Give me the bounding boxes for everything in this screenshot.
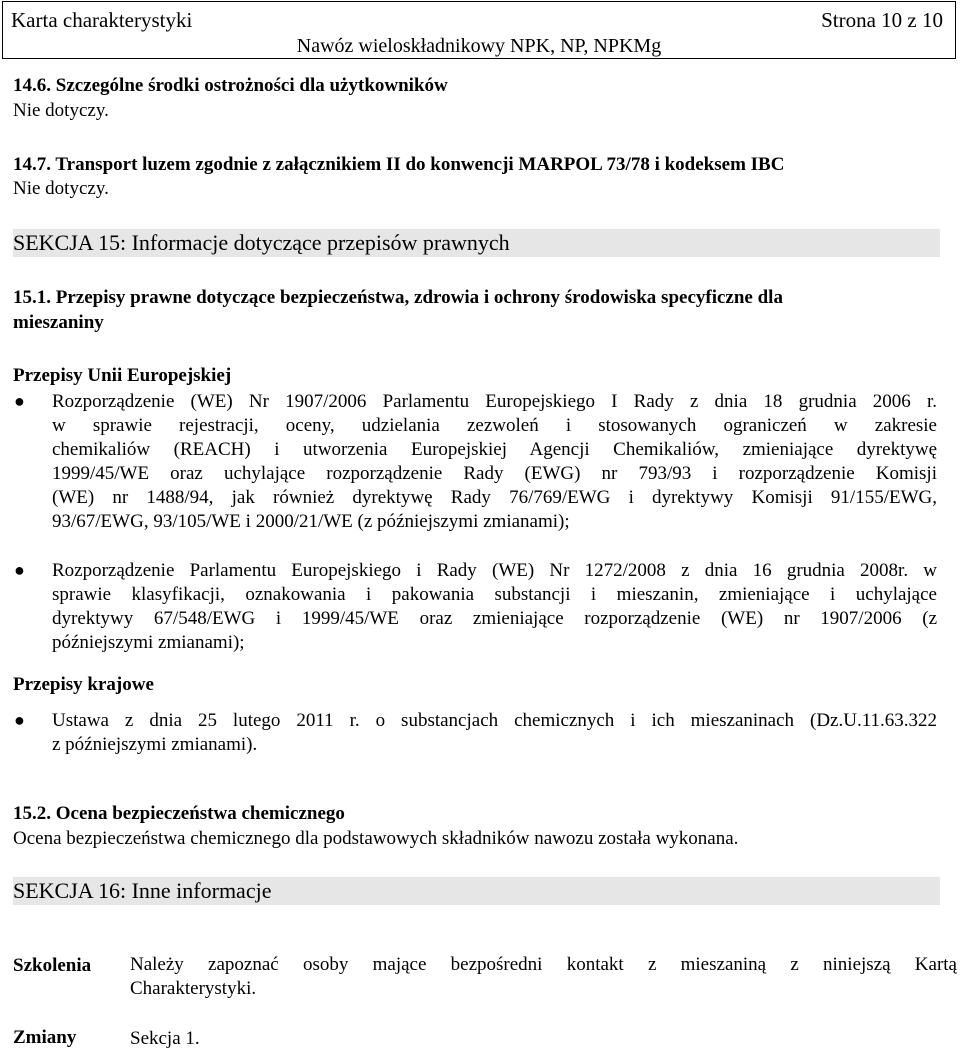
para-line: Rozporządzenie Parlamentu Europejskiego i Rady (WE) Nr 1272/2008 z dnia 16 grudnia 2008r. w	[52, 560, 937, 581]
para-line: w sprawie rejestracji, oceny, udzielania zezwoleń i stosowanych ograniczeń w zakresie	[52, 415, 937, 436]
para-line: Rozporządzenie (WE) Nr 1907/2006 Parlamentu Europejskiego I Rady z dnia 18 grudnia 2006 r.	[52, 391, 937, 412]
changes-label: Zmiany	[13, 1027, 77, 1048]
national-regulations-heading: Przepisy krajowe	[13, 674, 154, 695]
national-regulation-act	[52, 709, 937, 757]
para-line: późniejszymi zmianami);	[52, 632, 245, 653]
page-header	[2, 1, 956, 59]
section-14-7-heading: 14.7. Transport luzem zgodnie z załącznikiem II do konwencji MARPOL 73/78 i kodeksem IBC	[13, 154, 785, 175]
bullet-icon: ●	[14, 710, 25, 730]
para-line: chemikaliów (REACH) i utworzenia Europejskiej Agencji Chemikaliów, zmieniające dyrektywę	[52, 439, 937, 460]
para-line: 1999/45/WE oraz uchylające rozporządzenie Rady (EWG) nr 793/93 i rozporządzenie Komisji	[52, 463, 937, 484]
para-line: dyrektywy 67/548/EWG i 1999/45/WE oraz zmieniające rozporządzenie (WE) nr 1907/2006 (z	[52, 608, 937, 629]
para-line: sprawie klasyfikacji, oznakowania i pakowania substancji i mieszanin, zmieniające i uchylające	[52, 584, 937, 605]
para-line: z późniejszymi zmianami).	[52, 734, 258, 755]
section-14-6-text: Nie dotyczy.	[13, 100, 109, 121]
header-doc-title: Karta charakterystyki	[11, 8, 193, 32]
section-15-2-heading: 15.2. Ocena bezpieczeństwa chemicznego	[13, 803, 345, 824]
changes-text: Sekcja 1.	[130, 1028, 200, 1049]
para-line: 93/67/EWG, 93/105/WE i 2000/21/WE (z późniejszymi zmianami);	[52, 511, 570, 532]
para-line: Charakterystyki.	[130, 978, 257, 999]
para-line: (WE) nr 1488/94, jak również dyrektywę Rady 76/769/EWG i dyrektywy Komisji 91/155/EWG,	[52, 487, 937, 508]
section-16-title: SEKCJA 16: Inne informacje	[13, 877, 940, 905]
section-15-1-heading-line1: 15.1. Przepisy prawne dotyczące bezpieczeństwa, zdrowia i ochrony środowiska specyficzne dla	[13, 287, 783, 308]
para-line: Należy zapoznać osoby mające bezpośredni kontakt z mieszaniną z niniejszą Kartą	[130, 954, 957, 975]
para-line: Ustawa z dnia 25 lutego 2011 r. o substancjach chemicznych i ich mieszaninach (Dz.U.11.63.322	[52, 710, 937, 731]
header-page-number: Strona 10 z 10	[821, 8, 943, 32]
eu-regulations-heading: Przepisy Unii Europejskiej	[13, 365, 232, 386]
header-product-name: Nawóz wieloskładnikowy NPK, NP, NPKMg	[296, 35, 662, 57]
section-15-2-text: Ocena bezpieczeństwa chemicznego dla podstawowych składników nawozu została wykonana.	[13, 828, 739, 849]
section-15-title: SEKCJA 15: Informacje dotyczące przepisów prawnych	[13, 229, 940, 257]
section-14-7-text: Nie dotyczy.	[13, 178, 109, 199]
eu-regulation-clp	[52, 559, 937, 655]
section-14-6-heading: 14.6. Szczególne środki ostrożności dla użytkowników	[13, 75, 448, 96]
bullet-icon: ●	[14, 391, 25, 411]
training-label: Szkolenia	[13, 955, 92, 976]
bullet-icon: ●	[14, 560, 25, 580]
training-text	[130, 953, 957, 1001]
eu-regulation-reach	[52, 390, 937, 534]
section-15-1-heading-line2: mieszaniny	[13, 312, 104, 333]
